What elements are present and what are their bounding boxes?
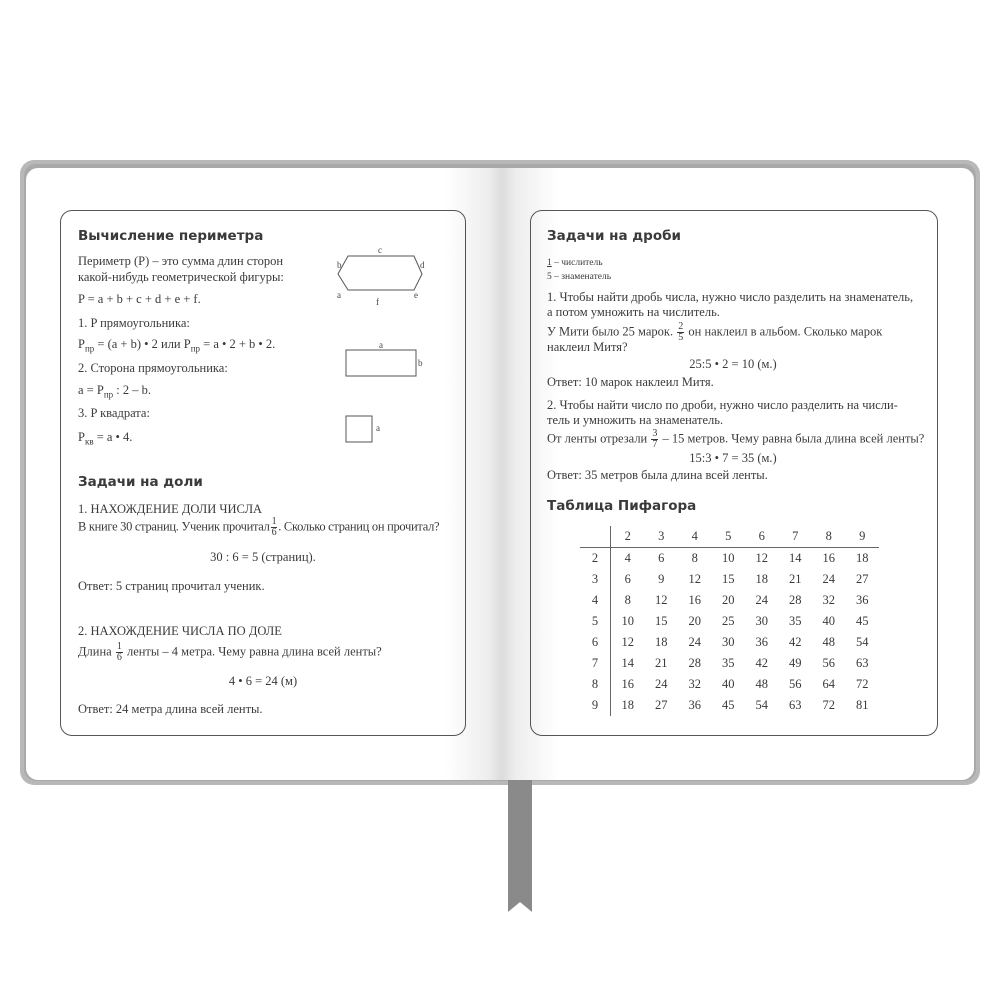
pythagoras-cell: 36 bbox=[755, 635, 768, 649]
pythagoras-header-row bbox=[580, 526, 879, 548]
pythagoras-table-row bbox=[580, 611, 879, 632]
pythagoras-column-header: 4 bbox=[678, 526, 712, 548]
pythagoras-cell: 56 bbox=[822, 656, 835, 670]
pythagoras-table-row bbox=[580, 569, 879, 590]
pythagoras-cell: 18 bbox=[856, 551, 869, 565]
pythagoras-table-row bbox=[580, 674, 879, 695]
pythagoras-cell: 48 bbox=[822, 635, 835, 649]
pythagoras-cell: 6 bbox=[624, 572, 631, 586]
denominator-legend: 5 – знаменатель bbox=[547, 272, 612, 282]
share-task2-title: 2. НАХОЖДЕНИЕ ЧИСЛА ПО ДОЛЕ bbox=[78, 624, 282, 638]
pythagoras-cell: 35 bbox=[789, 614, 802, 628]
pythagoras-cell: 9 bbox=[658, 572, 665, 586]
pythagoras-cell: 16 bbox=[822, 551, 835, 565]
pythagoras-cell: 64 bbox=[822, 677, 835, 691]
pythagoras-column-header: 7 bbox=[779, 526, 813, 548]
pythagoras-cell: 48 bbox=[755, 677, 768, 691]
pythagoras-cell: 27 bbox=[655, 698, 668, 712]
share-task1-answer: Ответ: 5 страниц прочитал ученик. bbox=[78, 579, 265, 593]
pythagoras-table-row bbox=[580, 653, 879, 674]
pythagoras-cell: 49 bbox=[789, 656, 802, 670]
pythagoras-heading: Таблица Пифагора bbox=[547, 498, 697, 514]
perimeter-intro-line1: Периметр (P) – это сумма длин сторон bbox=[78, 254, 284, 268]
pythagoras-cell: 72 bbox=[822, 698, 835, 712]
pythagoras-column-header: 6 bbox=[745, 526, 779, 548]
pythagoras-cell: 8 bbox=[691, 551, 698, 565]
pythagoras-column-header: 5 bbox=[712, 526, 746, 548]
pythagoras-cell: 6 bbox=[658, 551, 665, 565]
pythagoras-cell: 28 bbox=[688, 656, 701, 670]
fraction-task1-line1: У Мити было 25 марок. $\frac{2}{5}$ он наклеил в альбом. Сколько марок bbox=[547, 321, 883, 343]
pythagoras-row-header: 5 bbox=[580, 611, 611, 632]
pythagoras-cell: 12 bbox=[621, 635, 634, 649]
pythagoras-row-header: 6 bbox=[580, 632, 611, 653]
pythagoras-cell: 81 bbox=[856, 698, 869, 712]
fraction-rule2-line1: 2. Чтобы найти число по дроби, нужно число разделить на числи- bbox=[547, 398, 898, 412]
pythagoras-table bbox=[580, 526, 879, 716]
pythagoras-cell: 45 bbox=[856, 614, 869, 628]
pythagoras-row-header: 2 bbox=[580, 548, 611, 570]
fraction-task1-calc: 25:5 • 2 = 10 (м.) bbox=[689, 357, 777, 371]
pythagoras-cell: 10 bbox=[722, 551, 735, 565]
pythagoras-cell: 56 bbox=[789, 677, 802, 691]
pythagoras-cell: 72 bbox=[856, 677, 869, 691]
pythagoras-cell: 24 bbox=[755, 593, 768, 607]
fraction-rule2-line2: тель и умножить на знаменатель. bbox=[547, 413, 724, 427]
pythagoras-cell: 14 bbox=[789, 551, 802, 565]
square-label-a: a bbox=[376, 423, 380, 433]
rectangle-perimeter-label: 1. P прямоугольника: bbox=[78, 316, 190, 330]
share-task1-title: 1. НАХОЖДЕНИЕ ДОЛИ ЧИСЛА bbox=[78, 502, 263, 516]
fraction-task1-line2: наклеил Митя? bbox=[547, 340, 628, 354]
pythagoras-cell: 40 bbox=[722, 677, 735, 691]
perimeter-intro-line2: какой-нибудь геометрической фигуры: bbox=[78, 270, 284, 284]
pythagoras-cell: 30 bbox=[755, 614, 768, 628]
pythagoras-cell: 36 bbox=[688, 698, 701, 712]
pythagoras-cell: 15 bbox=[655, 614, 668, 628]
perimeter-formula: P = a + b + c + d + e + f. bbox=[78, 292, 201, 306]
pythagoras-cell: 35 bbox=[722, 656, 735, 670]
pythagoras-cell: 24 bbox=[655, 677, 668, 691]
pythagoras-cell: 21 bbox=[789, 572, 802, 586]
bookmark-ribbon[interactable] bbox=[508, 780, 532, 912]
fraction-rule1-line2: а потом умножить на числитель. bbox=[547, 305, 720, 319]
hex-label-a: a bbox=[337, 290, 341, 300]
pythagoras-table-row bbox=[580, 590, 879, 611]
hexagon-diagram bbox=[330, 244, 440, 310]
square-perimeter-formula: $P_{кв} = a$ • 4. bbox=[78, 430, 133, 447]
square-perimeter-label: 3. P квадрата: bbox=[78, 406, 150, 420]
pythagoras-row-header: 3 bbox=[580, 569, 611, 590]
pythagoras-cell: 54 bbox=[856, 635, 869, 649]
fraction-task2-calc: 15:3 • 7 = 35 (м.) bbox=[689, 451, 777, 465]
fraction-task2-text: От ленты отрезали $\frac{3}{7}$ – 15 метров. Чему равна была длина всей ленты? bbox=[547, 428, 925, 450]
share-task2-calc: 4 • 6 = 24 (м) bbox=[228, 674, 298, 688]
pythagoras-cell: 4 bbox=[624, 551, 631, 565]
pythagoras-cell: 12 bbox=[688, 572, 701, 586]
rectangle-perimeter-formula: $P_{пр} = (a + b)$ • 2 или $P_{пр} = a$ • 2 + b • 2. bbox=[78, 337, 276, 354]
pythagoras-cell: 16 bbox=[621, 677, 634, 691]
share-task1-calc: 30 : 6 = 5 (страниц). bbox=[210, 550, 316, 564]
fraction-task1-answer: Ответ: 10 марок наклеил Митя. bbox=[547, 375, 714, 389]
pythagoras-cell: 54 bbox=[755, 698, 768, 712]
pythagoras-cell: 8 bbox=[624, 593, 631, 607]
share-task2-text: Длина $\frac{1}{6}$ ленты – 4 метра. Чему равна длина всей ленты? bbox=[78, 641, 382, 663]
pythagoras-cell: 20 bbox=[688, 614, 701, 628]
hex-label-f: f bbox=[376, 297, 379, 307]
pythagoras-cell: 42 bbox=[789, 635, 802, 649]
pythagoras-cell: 28 bbox=[789, 593, 802, 607]
pythagoras-cell: 18 bbox=[655, 635, 668, 649]
fractions-heading: Задачи на дроби bbox=[547, 228, 682, 244]
pythagoras-cell: 63 bbox=[789, 698, 802, 712]
pythagoras-cell: 21 bbox=[655, 656, 668, 670]
rect-label-b: b bbox=[418, 358, 423, 368]
pythagoras-table-row bbox=[580, 548, 879, 570]
fraction-task2-answer: Ответ: 35 метров была длина всей ленты. bbox=[547, 468, 768, 482]
rect-label-a: a bbox=[379, 340, 383, 350]
share-task1-text: В книге 30 страниц. Ученик прочитал $\frac{1}{6}$ . Сколько страниц он прочитал? bbox=[78, 516, 440, 538]
pythagoras-cell: 24 bbox=[688, 635, 701, 649]
pythagoras-cell: 16 bbox=[688, 593, 701, 607]
rectangle-diagram bbox=[340, 338, 430, 382]
fraction-rule1-line1: 1. Чтобы найти дробь числа, нужно число разделить на знаменатель, bbox=[547, 290, 914, 304]
hex-label-b: b bbox=[337, 260, 342, 270]
pythagoras-cell: 45 bbox=[722, 698, 735, 712]
pythagoras-cell: 36 bbox=[856, 593, 869, 607]
pythagoras-cell: 14 bbox=[621, 656, 634, 670]
share-task2-answer: Ответ: 24 метра длина всей ленты. bbox=[78, 702, 263, 716]
pythagoras-row-header: 7 bbox=[580, 653, 611, 674]
pythagoras-cell: 15 bbox=[722, 572, 735, 586]
pythagoras-cell: 18 bbox=[755, 572, 768, 586]
rectangle-side-label: 2. Сторона прямоугольника: bbox=[78, 361, 228, 375]
pythagoras-cell: 40 bbox=[822, 614, 835, 628]
pythagoras-cell: 25 bbox=[722, 614, 735, 628]
pythagoras-cell: 12 bbox=[755, 551, 768, 565]
pythagoras-row-header: 8 bbox=[580, 674, 611, 695]
pythagoras-corner-cell bbox=[580, 526, 611, 548]
perimeter-heading: Вычисление периметра bbox=[78, 228, 264, 244]
pythagoras-cell: 27 bbox=[856, 572, 869, 586]
pythagoras-cell: 32 bbox=[688, 677, 701, 691]
shares-heading: Задачи на доли bbox=[78, 474, 203, 490]
pythagoras-cell: 42 bbox=[755, 656, 768, 670]
numerator-legend: 1 – числитель bbox=[547, 258, 603, 268]
rectangle-side-formula: $a = P_{пр}$ : 2 – b. bbox=[78, 383, 151, 400]
pythagoras-row-header: 4 bbox=[580, 590, 611, 611]
hex-label-e: e bbox=[414, 290, 418, 300]
pythagoras-cell: 24 bbox=[822, 572, 835, 586]
hex-label-c: c bbox=[378, 245, 382, 255]
pythagoras-cell: 63 bbox=[856, 656, 869, 670]
pythagoras-table-row bbox=[580, 632, 879, 653]
pythagoras-cell: 32 bbox=[822, 593, 835, 607]
pythagoras-row-header: 9 bbox=[580, 695, 611, 716]
pythagoras-cell: 10 bbox=[621, 614, 634, 628]
pythagoras-cell: 20 bbox=[722, 593, 735, 607]
pythagoras-column-header: 3 bbox=[645, 526, 679, 548]
pythagoras-column-header: 9 bbox=[846, 526, 880, 548]
hex-label-d: d bbox=[420, 260, 425, 270]
pythagoras-column-header: 2 bbox=[611, 526, 645, 548]
pythagoras-cell: 30 bbox=[722, 635, 735, 649]
pythagoras-cell: 18 bbox=[621, 698, 634, 712]
pythagoras-cell: 12 bbox=[655, 593, 668, 607]
square-diagram bbox=[340, 412, 390, 448]
pythagoras-column-header: 8 bbox=[812, 526, 846, 548]
pythagoras-table-row bbox=[580, 695, 879, 716]
